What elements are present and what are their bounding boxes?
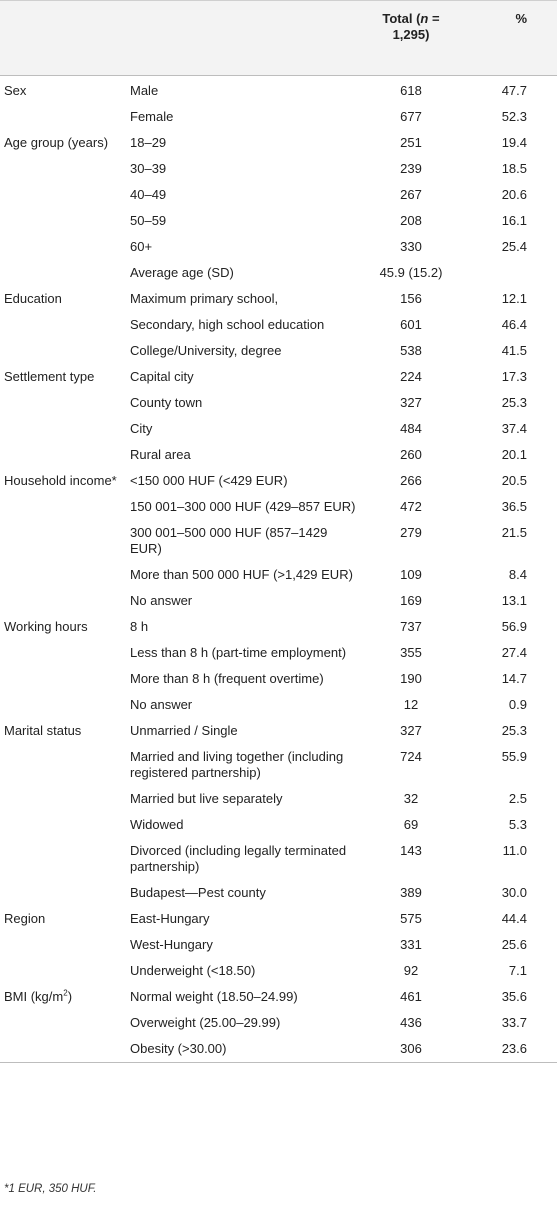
row-total: 618 (400, 83, 422, 98)
row-total: 143 (400, 843, 422, 858)
table-row (0, 838, 557, 880)
row-percent: 20.1 (501, 447, 527, 462)
row-percent: 14.7 (501, 671, 527, 686)
row-label: Capital city (130, 369, 194, 384)
row-total: 575 (400, 911, 422, 926)
row-percent: 2.5 (508, 791, 527, 806)
row-group (0, 640, 125, 666)
row-label: Average age (SD) (130, 265, 234, 280)
table-row (0, 416, 557, 442)
row-percent: 0.9 (508, 697, 527, 712)
row-total: 156 (400, 291, 422, 306)
row-percent: 55.9 (501, 749, 527, 764)
row-percent: 30.0 (501, 885, 527, 900)
row-group: BMI $(kg/m^2)$ (4, 988, 73, 1004)
row-label: East-Hungary (130, 911, 210, 926)
table-row (0, 812, 557, 838)
row-total: 327 (400, 395, 422, 410)
row-label: 18–29 (130, 135, 167, 150)
table-row (0, 364, 557, 390)
row-percent: 25.3 (501, 723, 527, 738)
row-percent: 12.1 (501, 291, 527, 306)
table-row (0, 442, 557, 468)
table-row (0, 692, 557, 718)
table-row (0, 562, 557, 588)
row-group (0, 156, 125, 182)
row-total: 331 (400, 937, 422, 952)
table-row (0, 104, 557, 130)
row-label: West-Hungary (130, 937, 213, 952)
row-percent: 19.4 (501, 135, 527, 150)
row-total: 279 (400, 525, 422, 540)
table-body (0, 76, 557, 1063)
row-group (0, 666, 125, 692)
row-total: 737 (400, 619, 422, 634)
row-percent: 37.4 (501, 421, 527, 436)
table-row (0, 1036, 557, 1063)
table-row (0, 640, 557, 666)
row-total: 92 (403, 963, 419, 978)
row-label: 30–39 (130, 161, 167, 176)
row-group (0, 958, 125, 984)
row-percent: 7.1 (508, 963, 527, 978)
table-row (0, 520, 557, 562)
header-blank-group (0, 1, 125, 76)
row-label: Widowed (130, 817, 184, 832)
row-percent: 13.1 (501, 593, 527, 608)
row-label: County town (130, 395, 203, 410)
row-group: Sex (4, 83, 27, 98)
table-row (0, 932, 557, 958)
row-group (0, 786, 125, 812)
table-row (0, 260, 557, 286)
row-group (0, 838, 125, 880)
row-group: Education (4, 291, 62, 306)
row-total: 224 (400, 369, 422, 384)
row-total: 306 (400, 1041, 422, 1056)
row-percent: 47.7 (501, 83, 527, 98)
table-footnote: *1 EUR, 350 HUF. (4, 1183, 97, 1195)
table-row (0, 906, 557, 932)
row-percent: 25.3 (501, 395, 527, 410)
row-percent: 20.5 (501, 473, 527, 488)
row-group (0, 812, 125, 838)
row-percent: 35.6 (501, 989, 527, 1004)
row-total: 208 (400, 213, 422, 228)
row-group (0, 880, 125, 906)
row-total: 45.9 (15.2) (379, 265, 443, 280)
row-total: 389 (400, 885, 422, 900)
row-percent: 56.9 (501, 619, 527, 634)
row-group (0, 416, 125, 442)
row-total: 538 (400, 343, 422, 358)
row-group (0, 442, 125, 468)
row-label: Budapest—Pest county (130, 885, 266, 900)
row-total: 355 (400, 645, 422, 660)
row-total: 190 (400, 671, 422, 686)
row-group (0, 338, 125, 364)
row-percent: 41.5 (501, 343, 527, 358)
header-total: Total (n = 1,295) (382, 11, 440, 42)
row-percent: 17.3 (501, 369, 527, 384)
row-label: No answer (130, 697, 193, 712)
table-row (0, 588, 557, 614)
table-row (0, 286, 557, 312)
row-label: Married but live separately (130, 791, 283, 806)
row-group (0, 260, 125, 286)
row-percent: 8.4 (508, 567, 527, 582)
row-group: Settlement type (4, 369, 95, 384)
row-percent: 23.6 (501, 1041, 527, 1056)
row-total: 601 (400, 317, 422, 332)
row-total: 436 (400, 1015, 422, 1030)
row-percent: 21.5 (501, 525, 527, 540)
row-label: Married and living together (including registered partnership) (130, 749, 344, 780)
row-label: City (130, 421, 153, 436)
table-row (0, 390, 557, 416)
table-header-row (0, 1, 557, 76)
row-total: 472 (400, 499, 422, 514)
row-total: 260 (400, 447, 422, 462)
row-group (0, 520, 125, 562)
table-row (0, 76, 557, 105)
table-row (0, 958, 557, 984)
row-group: Household income* (4, 473, 117, 488)
row-total: 169 (400, 593, 422, 608)
row-total: 109 (400, 567, 422, 582)
row-label: 40–49 (130, 187, 167, 202)
row-label: 60+ (130, 239, 153, 254)
table-row (0, 744, 557, 786)
row-group (0, 182, 125, 208)
row-percent: 11.0 (502, 843, 527, 858)
row-total: 239 (400, 161, 422, 176)
row-label: No answer (130, 593, 193, 608)
row-group (0, 1036, 125, 1063)
table-row (0, 880, 557, 906)
row-label: 150 001–300 000 HUF (429–857 EUR) (130, 499, 356, 514)
table-row (0, 156, 557, 182)
row-total: 484 (400, 421, 422, 436)
row-label: More than 500 000 HUF (>1,429 EUR) (130, 567, 353, 582)
row-label: Overweight (25.00–29.99) (130, 1015, 281, 1030)
row-percent: 25.4 (501, 239, 527, 254)
row-percent: 44.4 (501, 911, 527, 926)
table-row (0, 494, 557, 520)
row-percent: 27.4 (501, 645, 527, 660)
table-row (0, 984, 557, 1010)
row-group (0, 932, 125, 958)
row-percent: 20.6 (501, 187, 527, 202)
row-total: 724 (400, 749, 422, 764)
row-label: 8 h (130, 619, 149, 634)
row-percent: 5.3 (508, 817, 527, 832)
row-total: 267 (400, 187, 422, 202)
row-percent: 25.6 (501, 937, 527, 952)
row-total: 12 (403, 697, 419, 712)
row-percent: 33.7 (501, 1015, 527, 1030)
row-group (0, 208, 125, 234)
row-group: Region (4, 911, 46, 926)
row-percent (457, 260, 557, 286)
row-group (0, 390, 125, 416)
row-label: 50–59 (130, 213, 167, 228)
row-group (0, 744, 125, 786)
table-row (0, 468, 557, 494)
row-group (0, 494, 125, 520)
row-group: Working hours (4, 619, 88, 634)
row-percent: 36.5 (501, 499, 527, 514)
table-row (0, 234, 557, 260)
table-row (0, 614, 557, 640)
row-label: Secondary, high school education (130, 317, 325, 332)
table-row (0, 208, 557, 234)
table-row (0, 312, 557, 338)
row-percent: 46.4 (501, 317, 527, 332)
table-row (0, 182, 557, 208)
table-row (0, 130, 557, 156)
table-row (0, 786, 557, 812)
row-group (0, 234, 125, 260)
row-label: Unmarried / Single (130, 723, 238, 738)
row-total: 266 (400, 473, 422, 488)
row-group (0, 562, 125, 588)
header-percent: % (515, 11, 527, 26)
row-percent: 18.5 (501, 161, 527, 176)
row-total: 251 (400, 135, 422, 150)
table-row (0, 338, 557, 364)
row-total: 677 (400, 109, 422, 124)
row-total: 32 (403, 791, 419, 806)
row-label: Less than 8 h (part-time employment) (130, 645, 347, 660)
table-row (0, 718, 557, 744)
row-label: <150 000 HUF (<429 EUR) (130, 473, 288, 488)
row-label: Female (130, 109, 174, 124)
row-total: 327 (400, 723, 422, 738)
row-label: Maximum primary school, (130, 291, 279, 306)
table-row (0, 666, 557, 692)
row-percent: 16.1 (501, 213, 527, 228)
row-label: Underweight (<18.50) (130, 963, 256, 978)
row-label: Normal weight (18.50–24.99) (130, 989, 298, 1004)
row-label: Obesity (>30.00) (130, 1041, 227, 1056)
row-group (0, 104, 125, 130)
row-label: More than 8 h (frequent overtime) (130, 671, 324, 686)
table-row (0, 1010, 557, 1036)
row-label: 300 001–500 000 HUF (857–1429 EUR) (130, 525, 328, 556)
row-group: Age group (years) (4, 135, 109, 150)
row-group: Marital status (4, 723, 82, 738)
row-percent: 52.3 (501, 109, 527, 124)
row-label: Rural area (130, 447, 191, 462)
header-blank-label (125, 1, 365, 76)
row-label: Male (130, 83, 159, 98)
row-group (0, 588, 125, 614)
row-group (0, 1010, 125, 1036)
row-total: 69 (403, 817, 419, 832)
row-group (0, 312, 125, 338)
row-total: 461 (400, 989, 422, 1004)
row-group (0, 692, 125, 718)
row-label: College/University, degree (130, 343, 282, 358)
row-total: 330 (400, 239, 422, 254)
row-label: Divorced (including legally terminated partnership) (130, 843, 347, 874)
